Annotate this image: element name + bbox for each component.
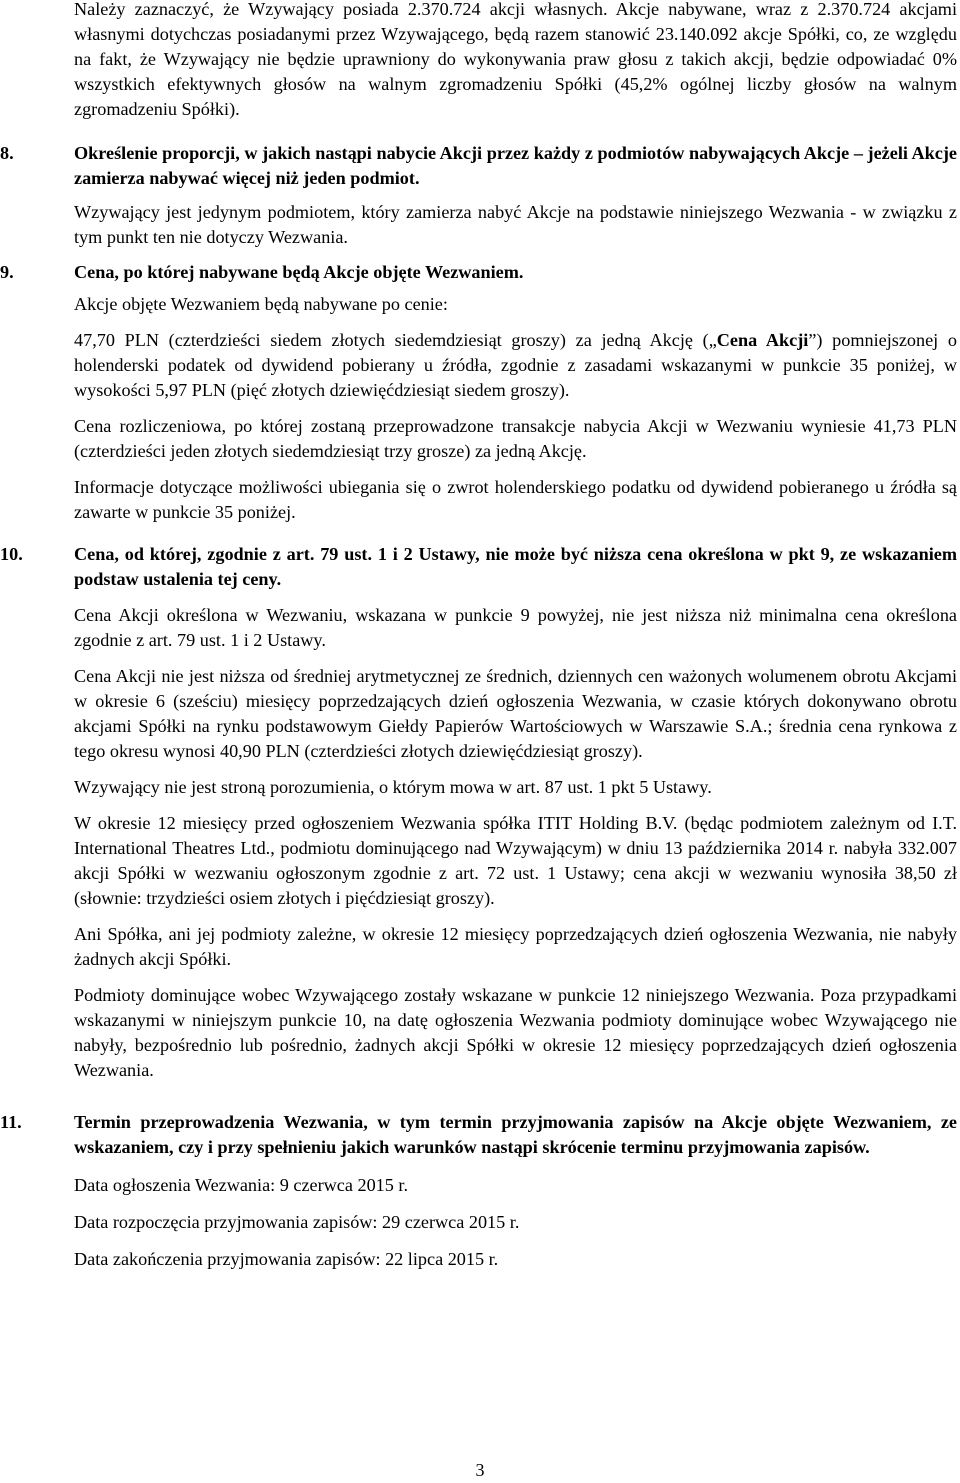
section-9-paragraph-3: Cena rozliczeniowa, po której zostaną przeprowadzone transakcje nabycia Akcji w Wezwaniu wyniesie 41,73 PLN (czterdzieści jeden złotych siedemdziesiąt trzy grosze) za jedną Akcję. [74, 416, 957, 461]
section-11-heading [0, 1110, 957, 1160]
section-10-paragraph-1: Cena Akcji określona w Wezwaniu, wskazana w punkcie 9 powyżej, nie jest niższa niż minimalna cena określona zgodnie z art. 79 ust. 1 i 2 Ustawy. [74, 605, 957, 650]
section-10-paragraph-3: Wzywający nie jest stroną porozumienia, o którym mowa w art. 87 ust. 1 pkt 5 Ustawy. [74, 777, 712, 797]
section-9-paragraph-4: Informacje dotyczące możliwości ubiegania się o zwrot holenderskiego podatku od dywidend pobieranego u źródła są zawarte w punkcie 35 poniżej. [74, 477, 957, 522]
section-10-paragraph-5: Ani Spółka, ani jej podmioty zależne, w okresie 12 miesięcy poprzedzających dzień ogłoszenia Wezwania, nie nabyły żadnych akcji Spółki. [74, 924, 957, 969]
section-number: 11. [0, 1112, 22, 1132]
section-number: 8. [0, 143, 14, 163]
section-heading-text: Cena, po której nabywane będą Akcje objęte Wezwaniem. [74, 262, 524, 282]
section-8 [0, 141, 960, 250]
section-8-paragraph: Wzywający jest jedynym podmiotem, który zamierza nabyć Akcje na podstawie niniejszego Wezwania - w związku z tym punkt ten nie dotyczy Wezwania. [74, 202, 957, 247]
section-9-paragraph-2 [74, 328, 957, 403]
section-heading-text-part-2: 1 i 2 Ustawy, nie może być niższa cena określona w pkt 9, ze wskazaniem podstaw ustalenia tej ceny. [74, 544, 957, 589]
section-heading-text: Termin przeprowadzenia Wezwania, w tym termin przyjmowania zapisów na Akcje objęte Wezwaniem, ze wskazaniem, czy i przy spełnieniu jakich warunków nastąpi skrócenie terminu przyjmowania zapisów. [74, 1112, 957, 1157]
price-text-after: ”) pomniejszonej o holenderski podatek od dywidend pobierany u źródła, zgodnie z zasadami wskazanymi w punkcie 35 poniżej, w wysokości 5,97 PLN (pięć złotych dziewięćdziesiąt siedem groszy). [74, 330, 958, 400]
subscription-end-date: Data zakończenia przyjmowania zapisów: 22 lipca 2015 r. [74, 1249, 499, 1269]
page-number: 3 [475, 1460, 485, 1480]
section-heading-text: Określenie proporcji, w jakich nastąpi nabycie Akcji przez każdy z podmiotów nabywających Akcje – jeżeli Akcje zamierza nabywać więcej niż jeden podmiot. [74, 143, 957, 188]
section-9 [0, 260, 960, 525]
price-text-before: 47,70 PLN (czterdzieści siedem złotych siedemdziesiąt groszy) za jedną Akcję („ [74, 330, 717, 350]
subscription-start-date: Data rozpoczęcia przyjmowania zapisów: 29 czerwca 2015 r. [74, 1212, 520, 1232]
intro-paragraph: Należy zaznaczyć, że Wzywający posiada 2.370.724 akcji własnych. Akcje nabywane, wraz z 2.370.724 akcjami własnymi dotychczas posiadanymi przez Wzywającego, będą razem stanowić 23.140.092 akcje Spółki, co, ze względu na fakt, że Wzywający nie będzie uprawniony do wykonywania praw głosu z takich akcji, będzie odpowiadać 0% wszystkich efektywnych głosów na walnym zgromadzeniu Spółki (45,2% ogólnej liczby głosów na walnym zgromadzeniu Spółki). [74, 0, 957, 119]
section-10-paragraph-4: W okresie 12 miesięcy przed ogłoszeniem Wezwania spółka ITIT Holding B.V. (będąc podmiotem zależnym od I.T. International Theatres Ltd., podmiotu dominującego nad Wzywającym) w dniu 13 października 2014 r. nabyła 332.007 akcji Spółki w wezwaniu ogłoszonym zgodnie z art. 72 ust. 1 Ustawy; cena akcji w wezwaniu wynosiła 38,50 zł (słownie: trzydzieści osiem złotych i pięćdziesiąt groszy). [74, 813, 957, 908]
section-10-heading [0, 542, 957, 592]
section-number: 10. [0, 544, 23, 564]
section-10-paragraph-6: Podmioty dominujące wobec Wzywającego zostały wskazane w punkcie 12 niniejszego Wezwania. Poza przypadkami wskazanymi w niniejszym punkcie 10, na datę ogłoszenia Wezwania podmioty dominujące wobec Wzywającego nie nabyły, bezpośrednio lub pośrednio, żadnych akcji Spółki w okresie 12 miesięcy poprzedzających dzień ogłoszenia Wezwania. [74, 985, 957, 1080]
price-defined-term: Cena Akcji [716, 330, 809, 350]
section-8-heading [0, 141, 957, 191]
announcement-date: Data ogłoszenia Wezwania: 9 czerwca 2015 r. [74, 1175, 409, 1195]
section-10-paragraph-2: Cena Akcji nie jest niższa od średniej arytmetycznej ze średnich, dziennych cen ważonych wolumenem obrotu Akcjami w okresie 6 (sześciu) miesięcy poprzedzających dzień ogłoszenia Wezwania, w czasie których dokonywano obrotu akcjami Spółki na rynku podstawowym Giełdy Papierów Wartościowych w Warszawie S.A.; średnia cena rynkowa z tego okresu wynosi 40,90 PLN (czterdzieści złotych dziewięćdziesiąt groszy). [74, 666, 957, 761]
section-9-heading [0, 260, 957, 285]
section-number: 9. [0, 262, 14, 282]
section-10 [0, 542, 960, 1083]
section-heading-text-part-1: Cena, od której, zgodnie z art. 79 ust. [74, 544, 372, 564]
section-9-paragraph-1: Akcje objęte Wezwaniem będą nabywane po cenie: [74, 294, 448, 314]
section-11 [0, 1110, 960, 1272]
